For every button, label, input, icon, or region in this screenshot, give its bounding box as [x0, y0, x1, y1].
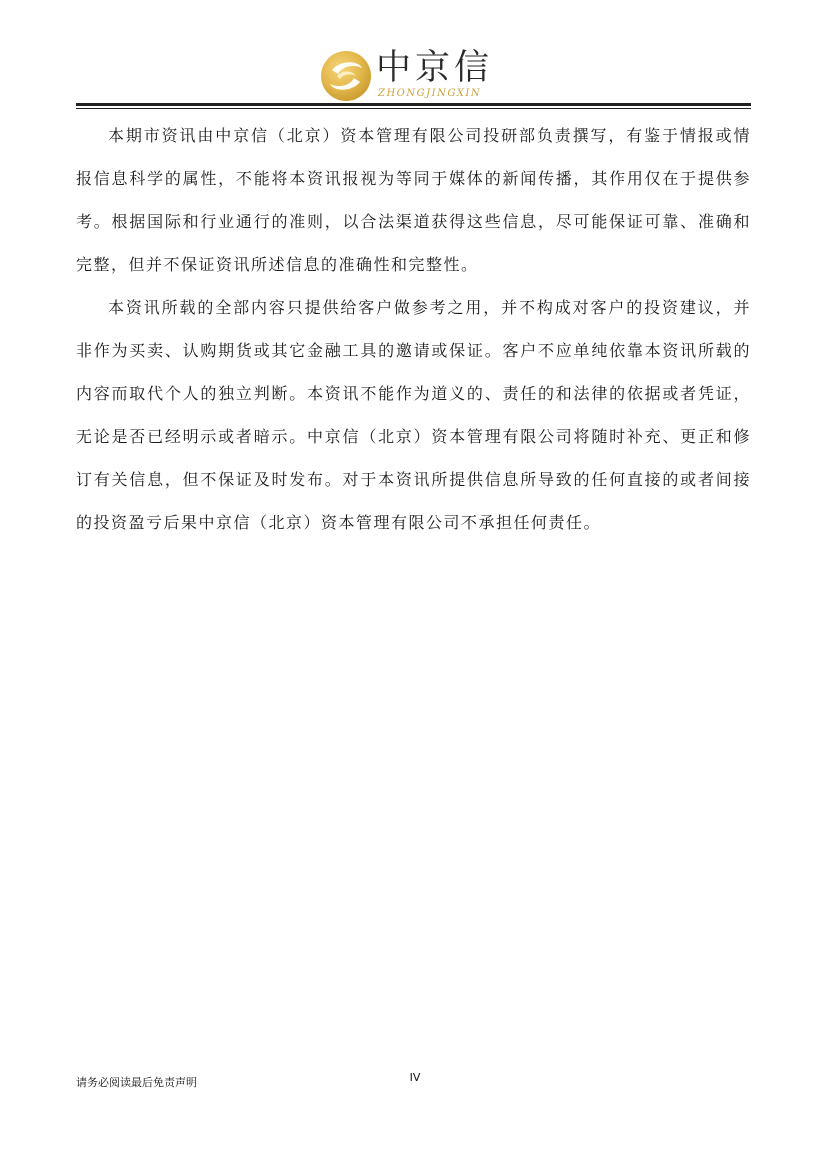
disclaimer-body: [76, 114, 751, 544]
footer-disclaimer-note: 请务必阅读最后免责声明: [76, 1076, 197, 1089]
disclaimer-paragraph-1: 本期市资讯由中京信（北京）资本管理有限公司投研部负责撰写，有鉴于情报或情报信息科学的属性，不能将本资讯报视为等同于媒体的新闻传播，其作用仅在于提供参考。根据国际和行业通行的准则，以合法渠道获得这些信息，尽可能保证可靠、准确和完整，但并不保证资讯所述信息的准确性和完整性。: [76, 126, 751, 274]
disclaimer-paragraph-2: 本资讯所载的全部内容只提供给客户做参考之用，并不构成对客户的投资建议，并非作为买卖、认购期货或其它金融工具的邀请或保证。客户不应单纯依靠本资讯所载的内容而取代个人的独立判断。本资讯不能作为道义的、责任的和法律的依据或者凭证，无论是否已经明示或者暗示。中京信（北京）资本管理有限公司将随时补充、更正和修订有关信息，但不保证及时发布。对于本资讯所提供信息所导致的任何直接的或者间接的投资盈亏后果中京信（北京）资本管理有限公司不承担任何责任。: [76, 298, 751, 532]
logo-company-name: 中京信: [376, 48, 494, 88]
page-number: IV: [409, 1071, 421, 1084]
header-rule-thick: [76, 103, 751, 106]
company-logo: [318, 46, 518, 106]
page-header: [0, 0, 827, 112]
gold-swirl-emblem-icon: [318, 48, 374, 104]
header-rule-thin: [76, 108, 751, 109]
logo-company-pinyin: ZHONGJINGXIN: [378, 88, 482, 99]
